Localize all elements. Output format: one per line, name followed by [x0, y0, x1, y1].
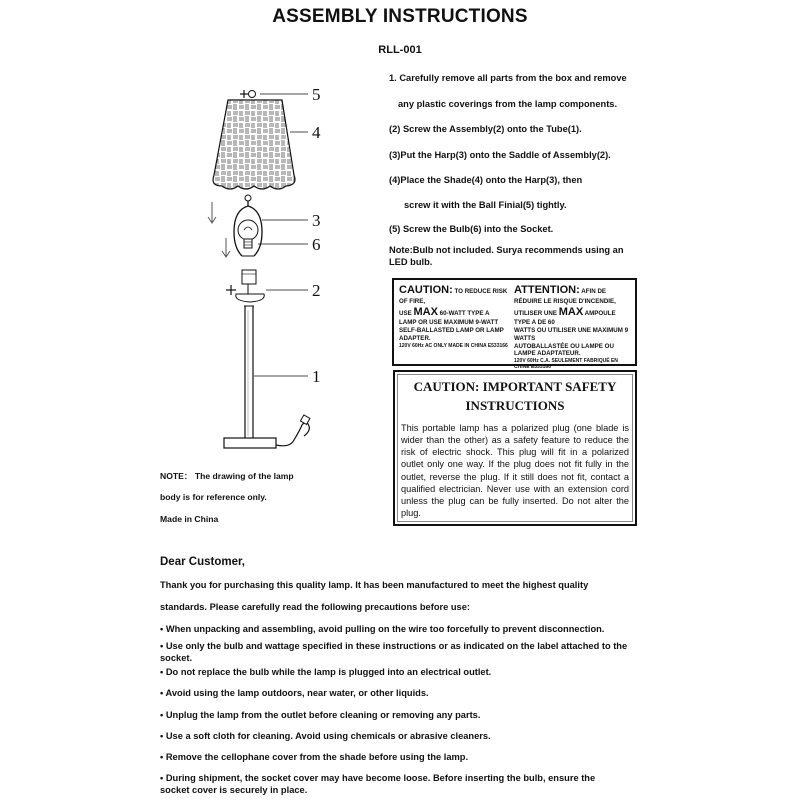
safety-caution-box	[393, 370, 637, 526]
callout-3: 3	[312, 211, 321, 230]
callout-1: 1	[312, 367, 321, 386]
precaution-1: • When unpacking and assembling, avoid pulling on the wire too forcefully to prevent disconnection.	[160, 624, 605, 634]
precaution-3: • Do not replace the bulb while the lamp is plugged into an electrical outlet.	[160, 667, 492, 677]
intro-line-2: standards. Please carefully read the following precautions before use:	[160, 602, 470, 612]
precaution-5: • Unplug the lamp from the outlet before cleaning or removing any parts.	[160, 710, 481, 720]
step-4-line-1: (4)Place the Shade(4) onto the Harp(3), then	[389, 175, 583, 185]
precaution-8-line-2: socket cover is securely in place.	[160, 785, 308, 795]
step-4-line-2: screw it with the Ball Finial(5) tightly.	[404, 200, 567, 210]
tube	[244, 306, 254, 438]
precaution-8-line-1: • During shipment, the socket cover may have become loose. Before inserting the bulb, ensure the	[160, 773, 596, 783]
drawing-note-line-1: NOTE： The drawing of the lamp	[160, 471, 294, 481]
step-1-line-1: 1. Carefully remove all parts from the box and remove	[389, 73, 627, 83]
model-number: RLL-001	[378, 44, 422, 56]
caution-body: This portable lamp has a polarized plug (one blade is wider than the other) as a safety feature to reduce the risk of electric shock. This plug will fit in a polarized outlet only one way. If the plug does not fit fully in the outlet, reverse the plug. If it still does not fit, contact a qualified electrician. Never use with an extension cord unless the plug can be fully inserted. Do not alter the plug.	[401, 423, 629, 518]
step-1-line-2: any plastic coverings from the lamp components.	[398, 99, 618, 109]
step-5: (5) Screw the Bulb(6) into the Socket.	[389, 224, 554, 234]
greeting: Dear Customer,	[160, 556, 246, 568]
callout-5: 5	[312, 85, 321, 104]
lamp-base	[224, 438, 276, 448]
made-in-china: Made in China	[160, 514, 219, 524]
intro-line-1: Thank you for purchasing this quality lamp. It has been manufactured to meet the highest quality	[160, 580, 589, 590]
warning-label	[392, 278, 637, 371]
callout-4: 4	[312, 123, 321, 142]
power-cord	[276, 422, 309, 446]
ball-finial	[240, 90, 256, 98]
callout-6: 6	[312, 235, 321, 254]
bulb	[238, 220, 258, 248]
drawing-note-line-2: body is for reference only.	[160, 492, 267, 502]
caution-title: CAUTION: IMPORTANT SAFETY INSTRUCTIONS	[413, 379, 617, 413]
callout-2: 2	[312, 281, 321, 300]
precaution-4: • Avoid using the lamp outdoors, near water, or other liquids.	[160, 688, 429, 698]
step-3: (3)Put the Harp(3) onto the Saddle of Assembly(2).	[389, 150, 611, 160]
precaution-7: • Remove the cellophane cover from the shade before using the lamp.	[160, 752, 469, 762]
precaution-2-line-2: socket.	[160, 653, 193, 663]
page-title: ASSEMBLY INSTRUCTIONS	[272, 6, 528, 27]
bulb-note-line-1: Note:Bulb not included. Surya recommends using an	[389, 245, 624, 255]
lamp-shade	[213, 100, 295, 189]
precaution-2-line-1: • Use only the bulb and wattage specified in these instructions or as indicated on the label attached to the	[160, 641, 628, 651]
warning-label-french: ATTENTION: AFIN DE RÉDUIRE LE RISQUE D'INCENDIE, UTILISER UNE MAX AMPOULE TYPE A DE 60 WATTS OU UTILISER UNE MAXIMUM 9 WATTS AUTOBALLASTÉE OU LAMPE OU LAMPE ADAPTATEUR. 120V 60Hz C.A. SEULEMENT FABRIQUÉ EN CHINE E533166	[514, 284, 629, 371]
warning-label-english: CAUTION: TO REDUCE RISK OF FIRE, USE MAX 60-WATT TYPE A LAMP OR USE MAXIMUM 9-WATT SELF-BALLASTED LAMP OR LAMP ADAPTER. 120V 60Hz AC ONLY MADE IN CHINA E533166	[399, 284, 508, 349]
precaution-6: • Use a soft cloth for cleaning. Avoid using chemicals or abrasive cleaners.	[160, 731, 491, 741]
assembly	[226, 284, 264, 302]
socket	[242, 270, 256, 284]
bulb-note-line-2: LED bulb.	[389, 257, 433, 267]
step-2: (2) Screw the Assembly(2) onto the Tube(1).	[389, 124, 582, 134]
